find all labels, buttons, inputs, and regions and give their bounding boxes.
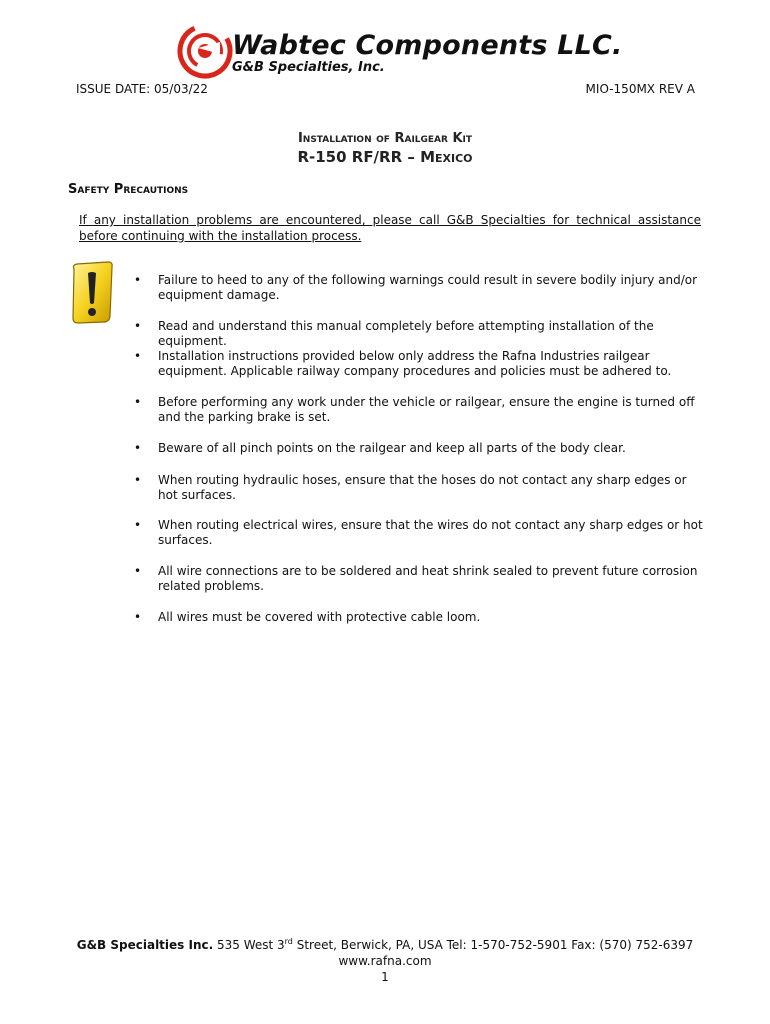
footer-address-rest: Street, Berwick, PA, USA Tel: 1-570-752-5901 Fax: (570) 752-6397 — [292, 938, 694, 952]
company-name: Wabtec Components LLC. — [232, 30, 623, 61]
page-number: 1 — [381, 970, 389, 984]
document-subtitle: R-150 RF/RR – Mexico — [297, 148, 473, 166]
document-number: MIO-150MX REV A — [585, 82, 695, 96]
wabtec-logo-icon — [176, 22, 236, 80]
company-logo — [176, 22, 636, 82]
footer-address-start: 535 West 3 — [213, 938, 285, 952]
footer-contact — [0, 937, 770, 953]
assistance-notice: If any installation problems are encountered, please call G&B Specialties for technical assistance before continuing with the installation process. — [79, 213, 701, 243]
footer-company: G&B Specialties Inc. — [76, 938, 214, 952]
warning-exclamation-icon — [68, 261, 116, 325]
footer-address-suffix: rd — [284, 937, 293, 946]
footer-website[interactable]: www.rafna.com — [338, 954, 432, 968]
document-title: Installation of Railgear Kit — [297, 131, 473, 146]
issue-date: ISSUE DATE: 05/03/22 — [76, 82, 208, 96]
section-heading: Safety Precautions — [68, 182, 189, 197]
page-footer — [0, 937, 770, 985]
subsidiary-name: G&B Specialties, Inc. — [232, 60, 385, 75]
